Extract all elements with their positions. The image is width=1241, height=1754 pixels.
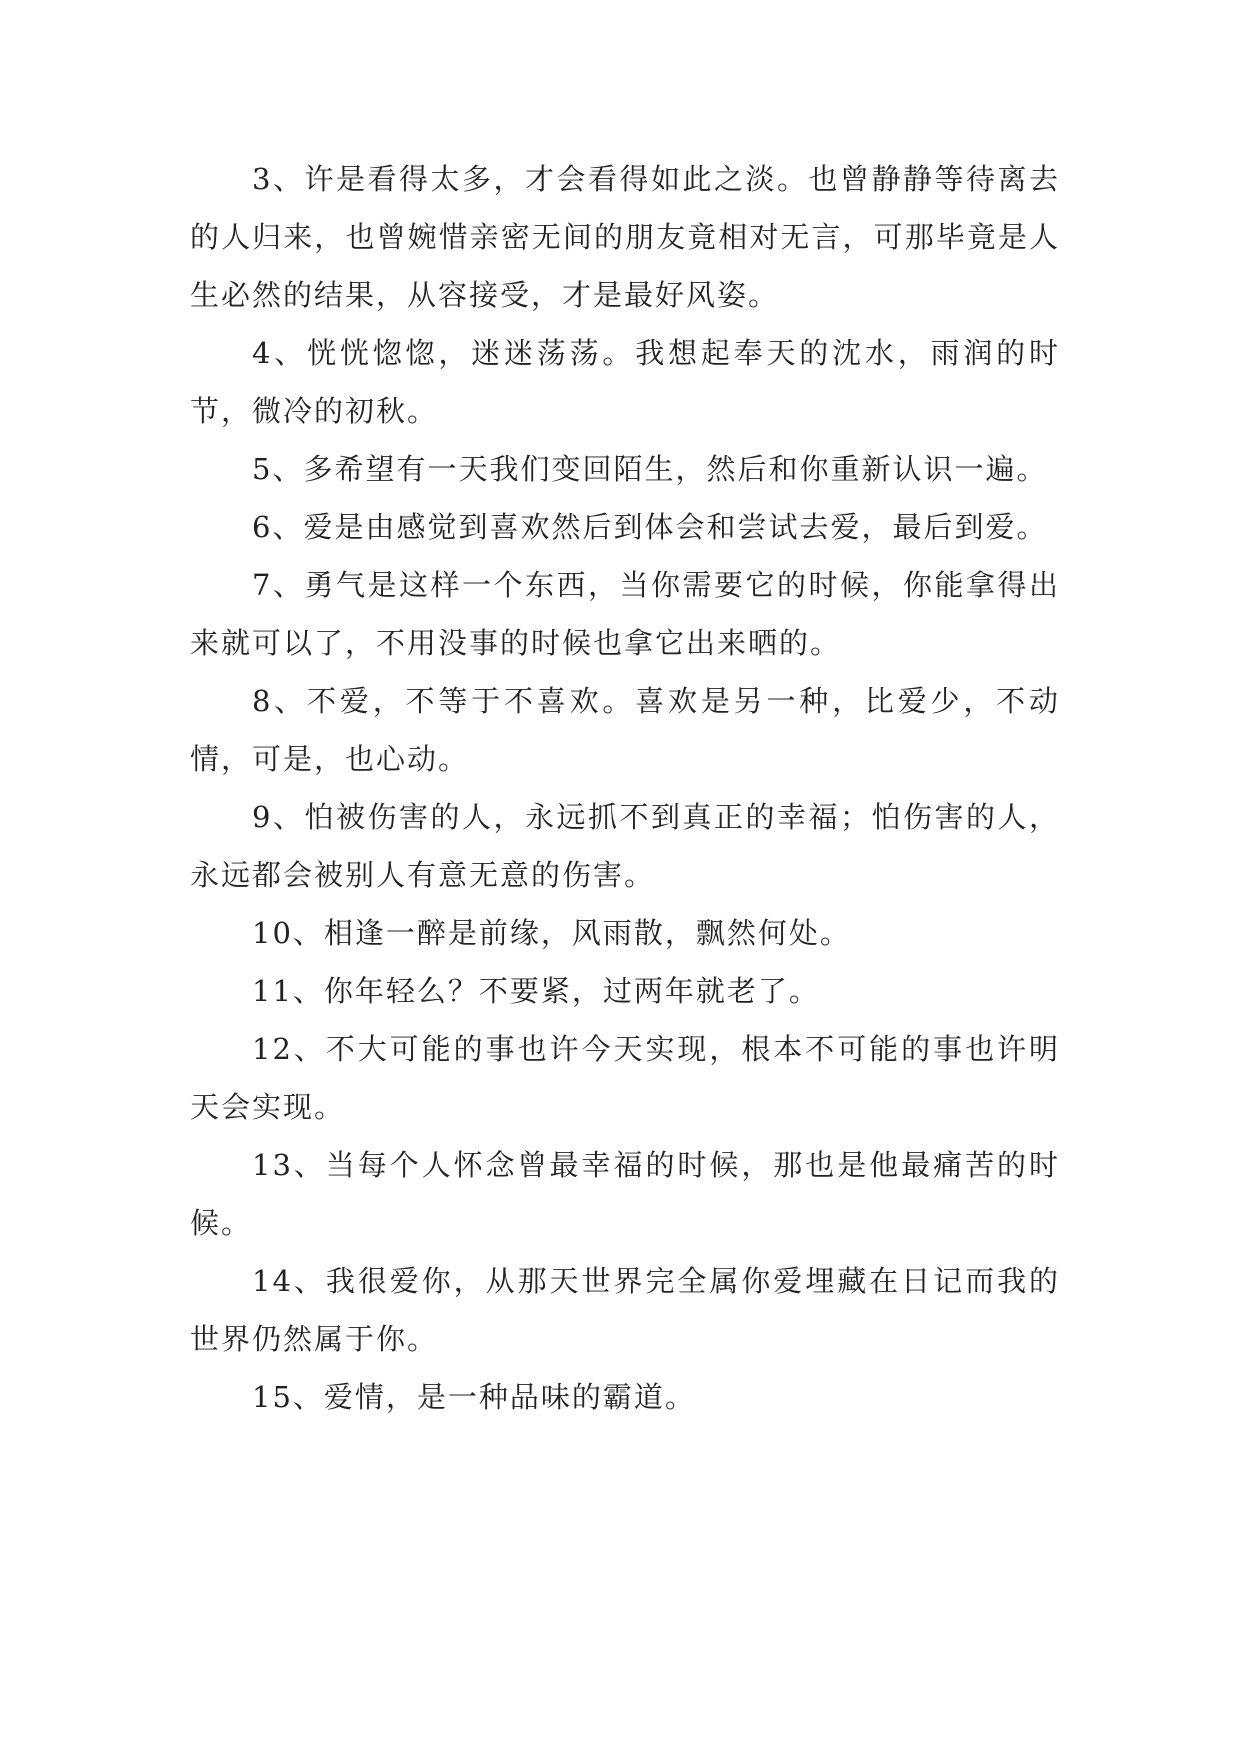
paragraph-7: 7、勇气是这样一个东西，当你需要它的时候，你能拿得出来就可以了，不用没事的时候也拿它出来晒的。 [190, 568, 1060, 660]
paragraph-8: 8、不爱，不等于不喜欢。喜欢是另一种，比爱少，不动情，可是，也心动。 [190, 684, 1060, 776]
paragraph-12: 12、不大可能的事也许今天实现，根本不可能的事也许明天会实现。 [190, 1032, 1060, 1124]
paragraph-14: 14、我很爱你，从那天世界完全属你爱埋藏在日记而我的世界仍然属于你。 [190, 1264, 1060, 1356]
paragraph-4: 4、恍恍惚惚，迷迷荡荡。我想起奉天的沈水，雨润的时节，微冷的初秋。 [190, 336, 1060, 428]
paragraph-9: 9、怕被伤害的人，永远抓不到真正的幸福；怕伤害的人，永远都会被别人有意无意的伤害。 [190, 800, 1060, 892]
document-body [190, 150, 1060, 1426]
paragraph-6: 6、爱是由感觉到喜欢然后到体会和尝试去爱，最后到爱。 [252, 510, 1048, 544]
paragraph-13: 13、当每个人怀念曾最幸福的时候，那也是他最痛苦的时候。 [190, 1148, 1060, 1240]
paragraph-5: 5、多希望有一天我们变回陌生，然后和你重新认识一遍。 [252, 452, 1048, 486]
paragraph-11: 11、你年轻么？不要紧，过两年就老了。 [252, 974, 820, 1008]
paragraph-10: 10、相逢一醉是前缘，风雨散，飘然何处。 [252, 916, 851, 950]
paragraph-15: 15、爱情，是一种品味的霸道。 [252, 1380, 696, 1414]
paragraph-3: 3、许是看得太多，才会看得如此之淡。也曾静静等待离去的人归来，也曾婉惜亲密无间的朋友竟相对无言，可那毕竟是人生必然的结果，从容接受，才是最好风姿。 [190, 162, 1060, 312]
